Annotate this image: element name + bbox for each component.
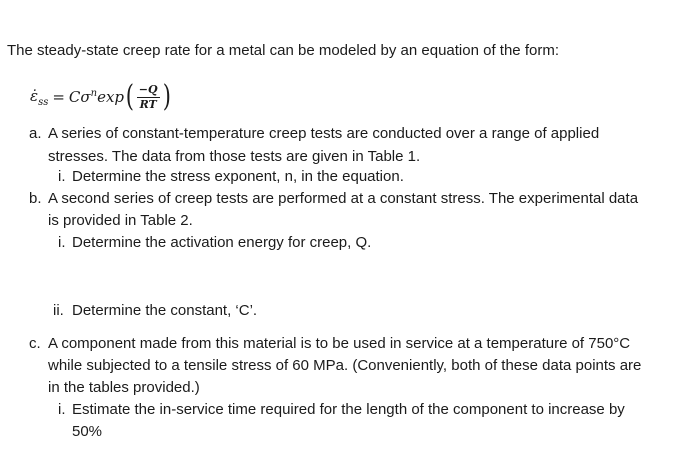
part-b-i-text: Determine the activation energy for creep, Q. bbox=[72, 234, 372, 251]
intro-text: The steady-state creep rate for a metal can be modeled by an equation of the form: bbox=[7, 42, 559, 59]
part-a-line-1: A series of constant-temperature creep tests are conducted over a range of applied bbox=[48, 125, 600, 142]
part-a-i-text: Determine the stress exponent, n, in the equation. bbox=[72, 168, 404, 185]
part-b-ii-text: Determine the constant, ‘C’. bbox=[72, 302, 258, 319]
part-c-line-3: in the tables provided.) bbox=[48, 379, 200, 396]
part-b-line-1: A second series of creep tests are performed at a constant stress. The experimental data bbox=[48, 190, 639, 207]
creep-rate-equation bbox=[30, 79, 172, 114]
part-b-marker: b. bbox=[29, 190, 42, 207]
fraction-denominator: RT bbox=[139, 97, 157, 111]
part-c-i-marker: i. bbox=[58, 401, 66, 418]
right-paren: ) bbox=[162, 79, 171, 114]
strain-rate-symbol: $\varepsiloṅ_{ss}$ bbox=[30, 86, 49, 108]
equals-sign: = bbox=[52, 88, 65, 106]
part-a-line-2: stresses. The data from those tests are given in Table 1. bbox=[48, 148, 421, 165]
part-c-line-2: while subjected to a tensile stress of 60 MPa. (Conveniently, both of these data points are bbox=[48, 357, 642, 374]
part-c-i-line-2: 50% bbox=[72, 423, 103, 440]
part-c-i-line-1: Estimate the in-service time required for the length of the component to increase by bbox=[72, 401, 625, 418]
part-c-marker: c. bbox=[29, 335, 41, 352]
left-paren: ( bbox=[125, 79, 134, 114]
fraction-numerator: −Q bbox=[138, 82, 158, 96]
part-b-i-marker: i. bbox=[58, 234, 66, 251]
part-b-line-2: is provided in Table 2. bbox=[48, 212, 193, 229]
part-a-marker: a. bbox=[29, 125, 42, 142]
exp-function: exp bbox=[97, 88, 125, 106]
exponent-fraction bbox=[137, 84, 160, 111]
part-c-line-1: A component made from this material is to be used in service at a temperature of 750°C bbox=[48, 335, 631, 352]
part-a-i-marker: i. bbox=[58, 168, 66, 185]
part-b-ii-marker: ii. bbox=[53, 302, 64, 319]
coefficient-term: $C\sigma^n$ bbox=[68, 88, 98, 106]
